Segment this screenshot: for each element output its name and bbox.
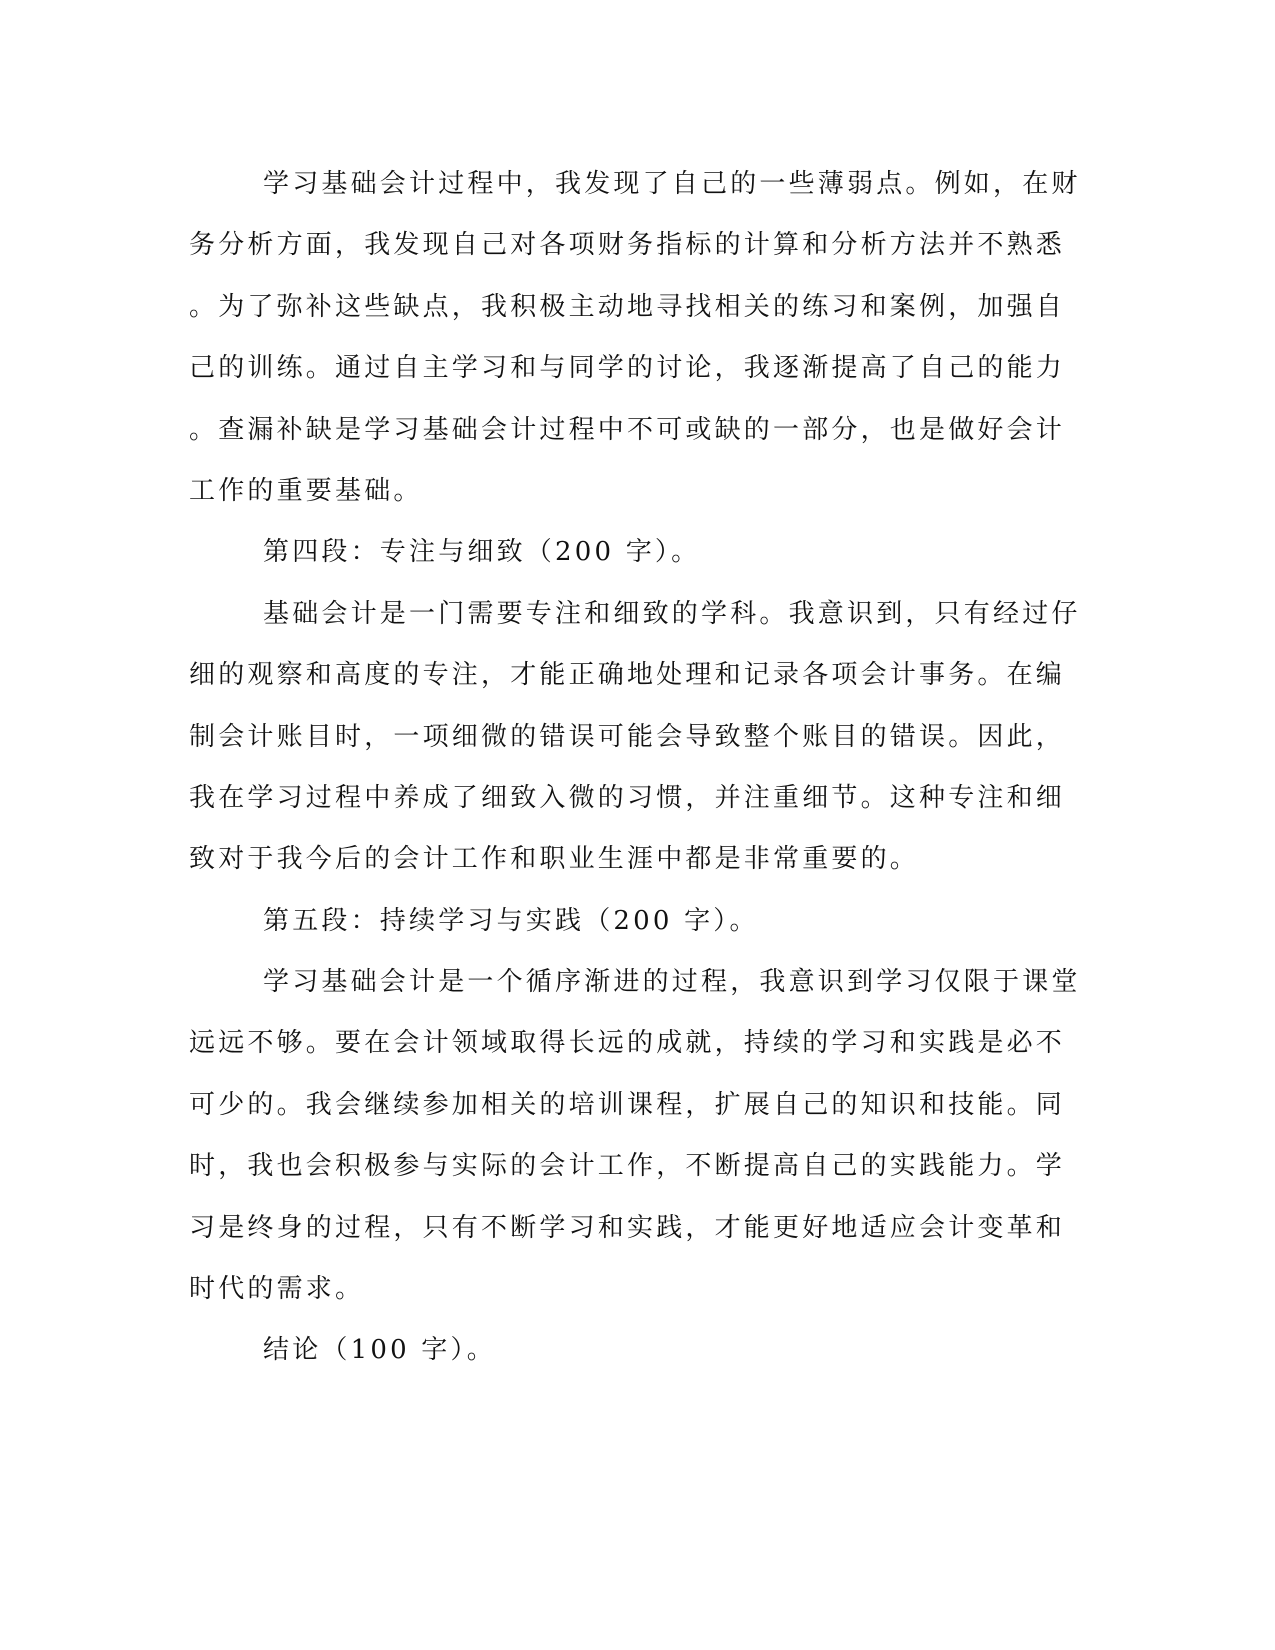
text-line: 学习基础会计是一个循序渐进的过程，我意识到学习仅限于课堂	[263, 967, 1081, 998]
document-body	[189, 154, 1089, 1382]
paragraph-continuous-learning	[189, 952, 1089, 1320]
section-heading-5: 第五段：持续学习与实践（200 字）。	[263, 905, 759, 936]
text-line: 工作的重要基础。	[189, 475, 423, 506]
paragraph-focus-detail	[189, 584, 1089, 891]
text-line: 致对于我今后的会计工作和职业生涯中都是非常重要的。	[189, 844, 920, 875]
text-line: 细的观察和高度的专注，才能正确地处理和记录各项会计事务。在编	[189, 660, 1066, 691]
text-line: 习是终身的过程，只有不断学习和实践，才能更好地适应会计变革和	[189, 1212, 1066, 1243]
section-heading-conclusion: 结论（100 字）。	[263, 1335, 496, 1366]
text-line: 时，我也会积极参与实际的会计工作，不断提高自己的实践能力。学	[189, 1151, 1066, 1182]
text-line: 远远不够。要在会计领域取得长远的成就，持续的学习和实践是必不	[189, 1028, 1066, 1059]
text-line: 。查漏补缺是学习基础会计过程中不可或缺的一部分，也是做好会计	[189, 414, 1066, 445]
text-line: 制会计账目时，一项细微的错误可能会导致整个账目的错误。因此，	[189, 721, 1066, 752]
text-line: 可少的。我会继续参加相关的培训课程，扩展自己的知识和技能。同	[189, 1089, 1066, 1120]
text-line: 己的训练。通过自主学习和与同学的讨论，我逐渐提高了自己的能力	[189, 353, 1066, 384]
text-line: 学习基础会计过程中，我发现了自己的一些薄弱点。例如，在财	[263, 169, 1081, 199]
paragraph-self-improvement	[189, 154, 1089, 522]
section-heading-4: 第四段：专注与细致（200 字）。	[263, 537, 701, 568]
text-line: 我在学习过程中养成了细致入微的习惯，并注重细节。这种专注和细	[189, 782, 1066, 813]
text-line: 。为了弥补这些缺点，我积极主动地寻找相关的练习和案例，加强自	[189, 291, 1066, 322]
text-line: 时代的需求。	[189, 1274, 365, 1305]
text-line: 务分析方面，我发现自己对各项财务指标的计算和分析方法并不熟悉	[189, 230, 1066, 261]
text-line: 基础会计是一门需要专注和细致的学科。我意识到，只有经过仔	[263, 598, 1081, 629]
